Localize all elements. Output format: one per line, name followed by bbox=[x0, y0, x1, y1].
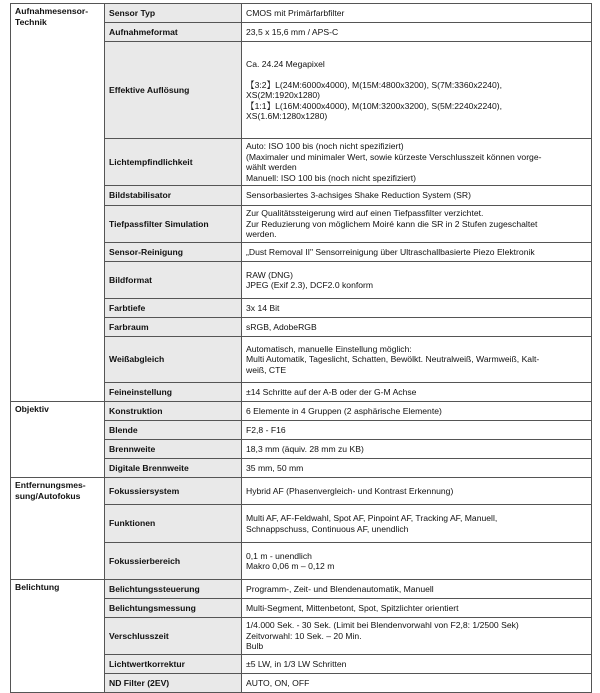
spec-value: Multi-Segment, Mittenbetont, Spot, Spitzlichter orientiert bbox=[242, 599, 592, 618]
spec-label: Feineinstellung bbox=[105, 383, 242, 402]
spec-label: Tiefpassfilter Simulation bbox=[105, 206, 242, 243]
spec-table bbox=[10, 3, 592, 693]
spec-label: Lichtempfindlichkeit bbox=[105, 139, 242, 186]
spec-label: Farbraum bbox=[105, 318, 242, 337]
spec-value: ±14 Schritte auf der A-B oder der G-M Achse bbox=[242, 383, 592, 402]
spec-label: Lichtwertkorrektur bbox=[105, 655, 242, 674]
spec-row-belichtungssteuerung bbox=[11, 580, 592, 599]
spec-label: Digitale Brennweite bbox=[105, 459, 242, 478]
spec-value: 35 mm, 50 mm bbox=[242, 459, 592, 478]
spec-label: Farbtiefe bbox=[105, 299, 242, 318]
category-cell: Objektiv bbox=[11, 402, 105, 478]
spec-value: Auto: ISO 100 bis (noch nicht spezifiziert) (Maximaler und minimaler Wert, sowie kürzeste Verschlusszeit können vorge- wählt werden Manuell: ISO 100 bis (noch nicht spezifiziert) bbox=[242, 139, 592, 186]
spec-row-sensor-typ bbox=[11, 4, 592, 23]
spec-value: CMOS mit Primärfarbfilter bbox=[242, 4, 592, 23]
spec-label: Effektive Auflösung bbox=[105, 42, 242, 139]
spec-value: „Dust Removal II" Sensorreinigung über Ultraschallbasierte Piezo Elektronik bbox=[242, 243, 592, 262]
spec-label: Fokussierbereich bbox=[105, 543, 242, 580]
spec-label: Sensor-Reinigung bbox=[105, 243, 242, 262]
category-cell: Aufnahmesensor- Technik bbox=[11, 4, 105, 402]
spec-row-fokussiersystem bbox=[11, 478, 592, 505]
spec-value: 18,3 mm (äquiv. 28 mm zu KB) bbox=[242, 440, 592, 459]
spec-label: Blende bbox=[105, 421, 242, 440]
spec-value: F2,8 - F16 bbox=[242, 421, 592, 440]
spec-value: 3x 14 Bit bbox=[242, 299, 592, 318]
spec-value: 1/4.000 Sek. - 30 Sek. (Limit bei Blendenvorwahl von F2,8: 1/2500 Sek) Zeitvorwahl: 10 Sek. – 20 Min. Bulb bbox=[242, 618, 592, 655]
spec-value: sRGB, AdobeRGB bbox=[242, 318, 592, 337]
spec-value: RAW (DNG) JPEG (Exif 2.3), DCF2.0 konform bbox=[242, 262, 592, 299]
spec-label: Fokussiersystem bbox=[105, 478, 242, 505]
spec-value: 6 Elemente in 4 Gruppen (2 asphärische Elemente) bbox=[242, 402, 592, 421]
spec-value: Sensorbasiertes 3-achsiges Shake Reduction System (SR) bbox=[242, 186, 592, 206]
spec-value: Multi AF, AF-Feldwahl, Spot AF, Pinpoint AF, Tracking AF, Manuell, Schnappschuss, Continuous AF, unendlich bbox=[242, 505, 592, 543]
spec-label: Weißabgleich bbox=[105, 337, 242, 383]
spec-value: ±5 LW, in 1/3 LW Schritten bbox=[242, 655, 592, 674]
spec-label: Belichtungssteuerung bbox=[105, 580, 242, 599]
spec-value: Zur Qualitätssteigerung wird auf einen Tiefpassfilter verzichtet. Zur Reduzierung von möglichem Moiré kann die SR in 2 Stufen zugeschaltet werden. bbox=[242, 206, 592, 243]
spec-label: Belichtungsmessung bbox=[105, 599, 242, 618]
spec-label: ND Filter (2EV) bbox=[105, 674, 242, 693]
category-cell: Belichtung bbox=[11, 580, 105, 693]
spec-value: Automatisch, manuelle Einstellung möglich: Multi Automatik, Tageslicht, Schatten, Bewölkt. Neutralweiß, Warmweiß, Kalt- weiß, CTE bbox=[242, 337, 592, 383]
spec-value: Ca. 24.24 Megapixel 【3:2】L(24M:6000x4000), M(15M:4800x3200), S(7M:3360x2240), XS(2M:1920x1280) 【1:1】L(16M:4000x4000), M(10M:3200x3200), S(5M:2240x2240), XS(1.6M:1280x1280) bbox=[242, 42, 592, 139]
spec-row-konstruktion bbox=[11, 402, 592, 421]
spec-label: Bildstabilisator bbox=[105, 186, 242, 206]
spec-label: Konstruktion bbox=[105, 402, 242, 421]
spec-value: 0,1 m - unendlich Makro 0,06 m – 0,12 m bbox=[242, 543, 592, 580]
spec-value: 23,5 x 15,6 mm / APS-C bbox=[242, 23, 592, 42]
spec-value: Programm-, Zeit- und Blendenautomatik, Manuell bbox=[242, 580, 592, 599]
spec-value: Hybrid AF (Phasenvergleich- und Kontrast Erkennung) bbox=[242, 478, 592, 505]
spec-label: Aufnahmeformat bbox=[105, 23, 242, 42]
spec-label: Funktionen bbox=[105, 505, 242, 543]
category-cell: Entfernungsmes- sung/Autofokus bbox=[11, 478, 105, 580]
spec-label: Bildformat bbox=[105, 262, 242, 299]
spec-label: Verschlusszeit bbox=[105, 618, 242, 655]
spec-label: Sensor Typ bbox=[105, 4, 242, 23]
spec-label: Brennweite bbox=[105, 440, 242, 459]
spec-value: AUTO, ON, OFF bbox=[242, 674, 592, 693]
